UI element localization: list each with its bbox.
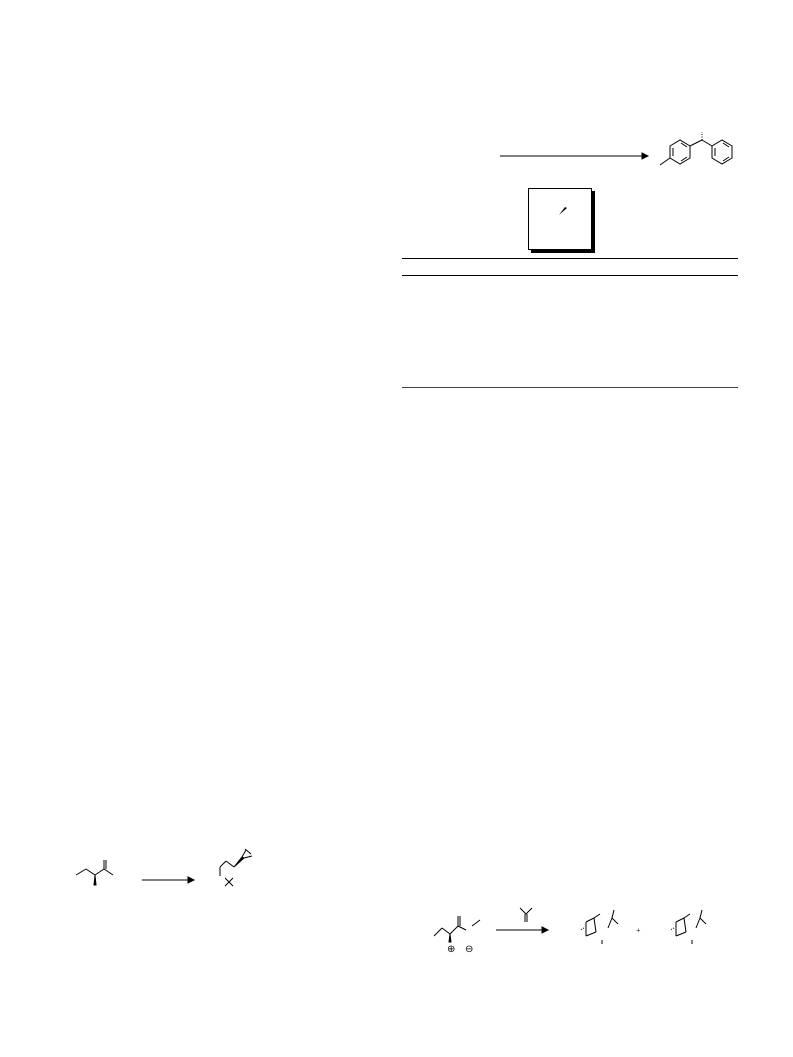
reaction-arrow-bottom-left (70, 845, 280, 895)
ligand-box (528, 188, 592, 250)
ligand-structure (529, 189, 591, 249)
table-header-rule (402, 275, 738, 276)
table-top-rule (402, 258, 738, 259)
reaction-scheme-bottom-left (70, 845, 280, 895)
table-bottom-rule (402, 387, 738, 388)
product-structure-top (648, 128, 748, 183)
negative-charge-symbol: ⊖ (465, 944, 474, 955)
positive-charge-symbol: ⊕ (447, 944, 456, 955)
reaction-arrow-bottom-right (430, 900, 750, 960)
reaction-scheme-bottom-right (430, 900, 750, 960)
plus-sign: + (636, 926, 641, 935)
diarylmethane-structure (648, 128, 748, 183)
